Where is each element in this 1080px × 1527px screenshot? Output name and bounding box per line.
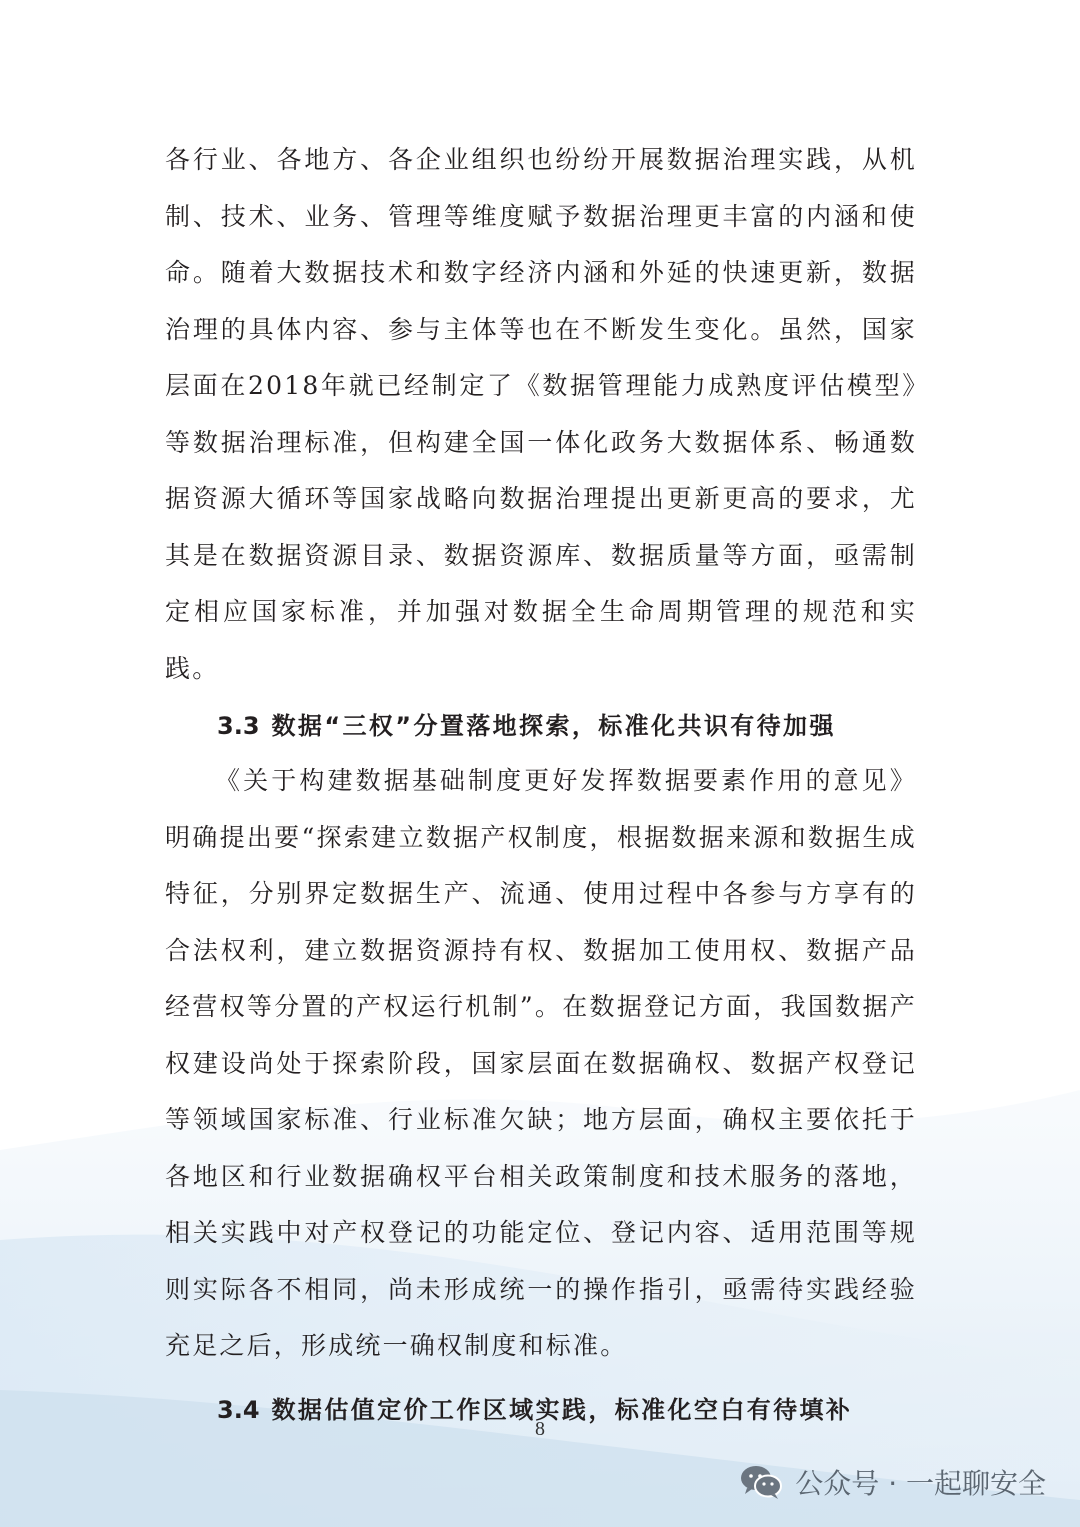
wechat-icon	[739, 1463, 783, 1501]
paragraph-data-property-rights: 《关于构建数据基础制度更好发挥数据要素作用的意见》明确提出要“探索建立数据产权制度，根据数据来源和数据生成特征，分别界定数据生产、流通、使用过程中各参与方享有的合法权利，建立数据资源持有权、数据加工使用权、数据产品经营权等分置的产权运行机制”。在数据登记方面，我国数据产权建设尚处于探索阶段，国家层面在数据确权、数据产权登记等领域国家标准、行业标准欠缺；地方层面，确权主要依托于各地区和行业数据确权平台相关政策制度和技术服务的落地，相关实践中对产权登记的功能定位、登记内容、适用范围等规则实际各不相同，尚未形成统一的操作指引，亟需待实践经验充足之后，形成统一确权制度和标准。	[165, 766, 917, 1360]
paragraph-data-governance-practice: 各行业、各地方、各企业组织也纷纷开展数据治理实践，从机制、技术、业务、管理等维度赋予数据治理更丰富的内涵和使命。随着大数据技术和数字经济内涵和外延的快速更新，数据治理的具体内容、参与主体等也在不断发生变化。虽然，国家层面在2018年就已经制定了《数据管理能力成熟度评估模型》等数据治理标准，但构建全国一体化政务大数据体系、畅通数据资源大循环等国家战略向数据治理提出更新更高的要求，尤其是在数据资源目录、数据资源库、数据质量等方面，亟需制定相应国家标准，并加强对数据全生命周期管理的规范和实践。	[165, 145, 917, 683]
section-heading-3-3	[165, 709, 917, 743]
wechat-watermark	[739, 1460, 1046, 1504]
section-title: 数据“三权”分置落地探索，标准化共识有待加强	[271, 712, 836, 740]
section-number: 3.4	[217, 1395, 260, 1424]
section-title: 数据估值定价工作区域实践，标准化空白有待填补	[271, 1395, 853, 1424]
page-number: 8	[535, 1418, 545, 1440]
section-number: 3.3	[217, 712, 260, 740]
watermark-text: 公众号 · 一起聊安全	[795, 1467, 1046, 1500]
document-body	[165, 132, 917, 1437]
